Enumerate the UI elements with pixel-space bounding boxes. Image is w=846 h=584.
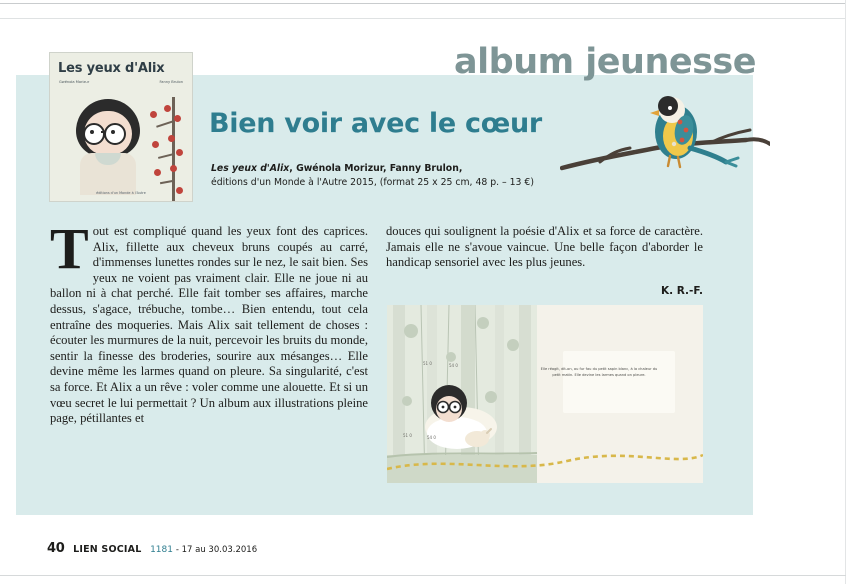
- credits-book-title: Les yeux d'Alix: [211, 163, 290, 174]
- top-rule-secondary: [0, 18, 846, 19]
- page-number: 40: [47, 541, 65, 556]
- article-headline: Bien voir avec le cœur: [209, 108, 542, 139]
- issue-number: 1181: [150, 545, 173, 555]
- credits-publisher-line: éditions d'un Monde à l'Autre 2015, (format 25 x 25 cm, 48 p. – 13 €): [211, 176, 534, 188]
- inner-illustration-scene: [387, 305, 703, 483]
- article-body-right: douces qui soulignent la poésie d'Alix et sa force de caractère. Jamais elle ne s'avoue vaincue. Une belle façon d'aborder le handicap sensoriel avec les plus jeunes.: [386, 224, 703, 270]
- cover-glasses-left: [83, 123, 105, 145]
- issue-date: - 17 au 30.03.2016: [175, 545, 258, 555]
- left-margin-stripe: [0, 75, 16, 515]
- credits-authors: , Gwénola Morizur, Fanny Brulon,: [289, 163, 463, 174]
- article-column-left: [50, 216, 368, 427]
- cover-eye-right: [111, 130, 115, 134]
- top-rule-primary: [0, 3, 846, 4]
- bottom-rule: [0, 575, 846, 576]
- cover-publisher: éditions d'un Monde à l'Autre: [96, 191, 146, 195]
- scene-caption-text: Elle réagit, dit-on, au fur fau du petit sapin blanc, à la chaleur du petit matin. Elle devine les larmes quand on pleure.: [540, 367, 658, 377]
- scene-label-d: 54 0: [427, 435, 436, 440]
- article-body-left: out est compliqué quand les yeux font des caprices. Alix, fillette aux cheveux bruns coupés au carré, d'immenses lunettes rondes sur le nez, le sait bien. Ses yeux ne voient pas vraiment clair. Elle ne joue ni au ballon ni à chat perché. Elle fait tomber ses affaires, marche dessus, s'agace, trébuche, tombe… Bien entendu, tout cela entraîne des moqueries. Mais Alix sait tellement de choses : écouter les murmures de la nuit, percevoir les bruits du monde, sentir la finesse des broderies, sourire aux mésanges… Elle devine même les larmes quand on pleure. Sa singularité, c'est sa force. Et Alix a un rêve : voler comme une alouette. Et si un vœu secret le lui permettait ? Un album aux illustrations pleine page, pétillantes et: [50, 224, 368, 426]
- article-column-right: [386, 224, 703, 271]
- scene-svg: [387, 305, 703, 483]
- book-cover-image: [49, 52, 193, 202]
- page-footer: [47, 541, 257, 556]
- bird-illustration: [560, 96, 770, 221]
- cover-glasses-bridge: [101, 131, 106, 133]
- cover-eye-left: [90, 130, 94, 134]
- bird-svg: [560, 96, 770, 221]
- cover-glasses-right: [104, 123, 126, 145]
- magazine-name: LIEN SOCIAL: [73, 544, 142, 555]
- article-byline: K. R.-F.: [660, 285, 703, 297]
- cover-title-text: Les yeux d'Alix: [58, 61, 165, 76]
- scene-label-b: 54 0: [449, 363, 458, 368]
- book-credits: [211, 162, 571, 189]
- scene-label-a: 51 0: [423, 361, 432, 366]
- scene-label-c: 51 0: [403, 433, 412, 438]
- cover-tree-illustration: [146, 97, 188, 201]
- article-dropcap: T: [50, 216, 89, 281]
- section-title: album jeunesse: [454, 42, 756, 82]
- cover-author-right: Fanny Brulon: [159, 80, 183, 84]
- cover-author-left: Gwénola Morizur: [59, 80, 90, 84]
